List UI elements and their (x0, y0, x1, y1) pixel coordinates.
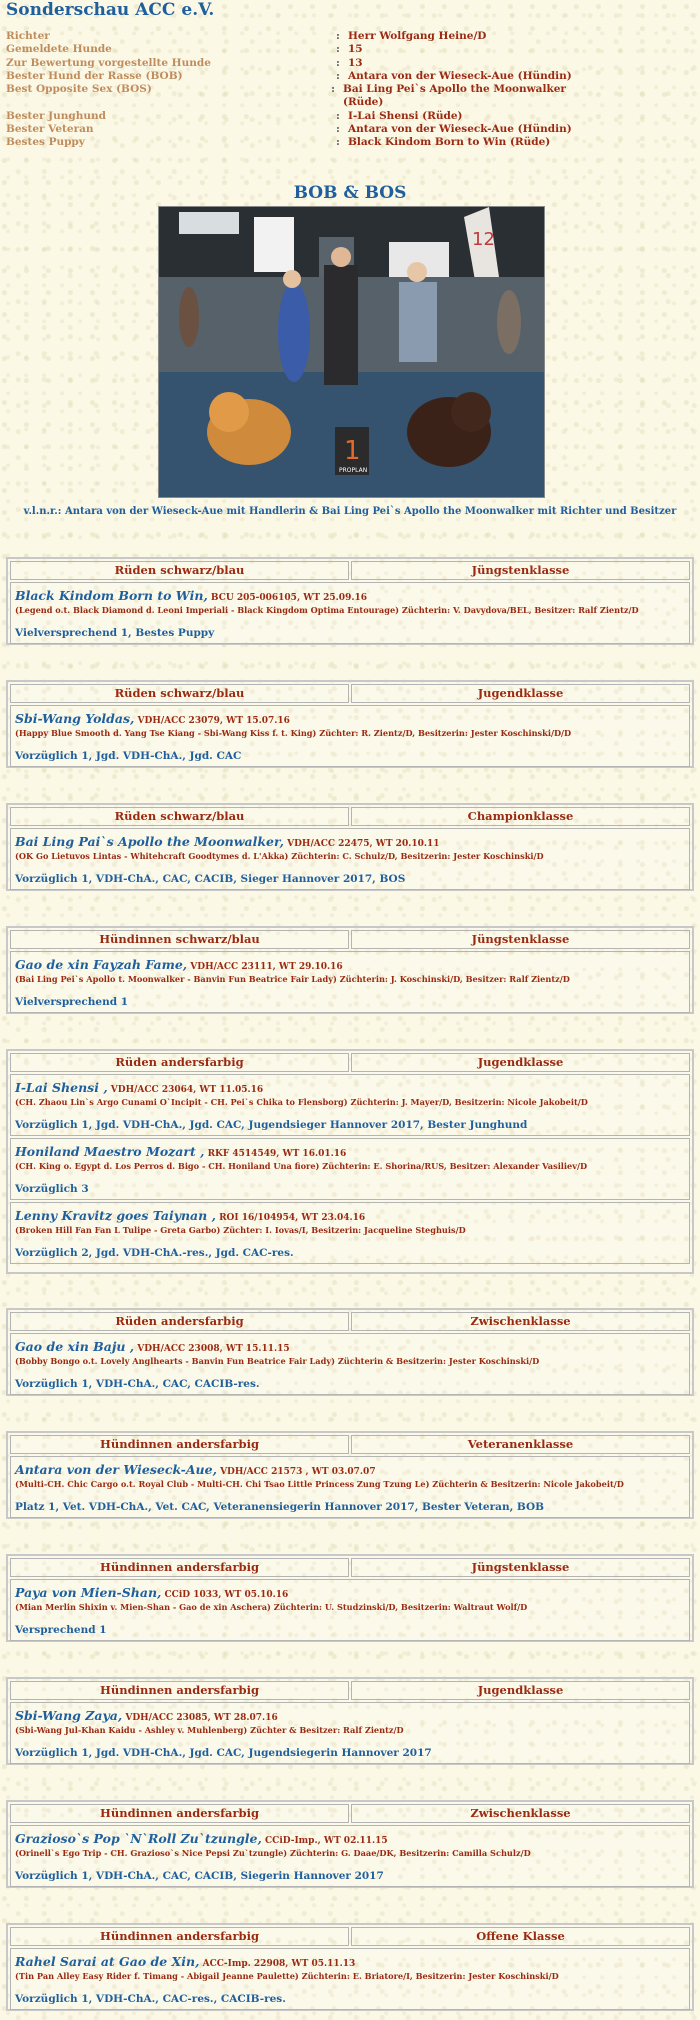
class-block (6, 1677, 694, 1765)
dog-registration: CCiD 1033, WT 05.10.16 (161, 1590, 289, 1600)
dog-entry (10, 1138, 690, 1200)
class-block (6, 926, 694, 1014)
dog-entry (10, 1333, 690, 1395)
summary-key: Bestes Puppy (6, 136, 85, 149)
class-block (6, 557, 694, 645)
summary-key: Gemeldete Hunde (6, 43, 112, 56)
dog-result: Vorzüglich 1, VDH-ChA., CAC, CACIB, Siegerin Hannover 2017 (15, 1870, 384, 1882)
dog-pedigree: (Legend o.t. Black Diamond d. Leoni Imperiali - Black Kingdom Optima Entourage) Züchterin: V. Davydova/BEL, Besitzer: Ralf Zientz/D (15, 605, 639, 615)
dog-entry (10, 1948, 690, 2010)
dog-result: Vorzüglich 1, Jgd. VDH-ChA., Jgd. CAC (15, 750, 242, 762)
class-header (8, 1802, 692, 1825)
group-header: Rüden schwarz/blau (10, 561, 349, 580)
dog-name: Grazioso`s Pop `N`Roll Zu`tzungle, (15, 1831, 262, 1846)
dog-name: Honiland Maestro Mozart , (15, 1144, 205, 1159)
summary-key: Bester Junghund (6, 109, 107, 122)
summary-value: Antara von der Wieseck-Aue (Hündin) (348, 69, 572, 82)
summary-key: Richter (6, 30, 50, 42)
dog-name: Bai Ling Pai`s Apollo the Moonwalker, (15, 834, 285, 849)
dog-registration: RKF 4514549, WT 16.01.16 (204, 1149, 347, 1159)
summary-key: Best Opposite Sex (BOS) (6, 83, 152, 96)
dog-name: Paya von Mien-Shan, (15, 1585, 162, 1600)
class-header (8, 805, 692, 828)
dog-registration: VDH/ACC 22475, WT 20.10.11 (284, 839, 440, 849)
group-header: Hündinnen andersfarbig (10, 1804, 349, 1823)
dog-result: Vielversprechend 1, Bestes Puppy (15, 627, 215, 639)
summary-value: Bai Ling Pei`s Apollo the Moonwalker (Rüde) (342, 83, 566, 109)
summary-row: Zur Bewertung vorgestellte Hunde : 13 (6, 56, 363, 69)
dog-registration: ACC-Imp. 22908, WT 05.11.13 (199, 1959, 356, 1969)
summary-value: Black Kindom Born to Win (Rüde) (348, 136, 551, 149)
dog-registration: BCU 205-006105, WT 25.09.16 (207, 593, 367, 603)
group-header: Rüden schwarz/blau (10, 684, 349, 703)
dog-name: I-Lai Shensi , (15, 1080, 108, 1095)
summary-row: Bestes Puppy : Black Kindom Born to Win (Rüde) (6, 136, 551, 149)
dog-pedigree: (Mian Merlin Shixin v. Mien-Shan - Gao de xin Aschera) Züchterin: U. Studzinski/D, Besitzerin: Waltraut Wolf/D (15, 1602, 528, 1612)
class-name-header: Offene Klasse (351, 1927, 690, 1946)
dog-result: Vorzüglich 2, Jgd. VDH-ChA.-res., Jgd. CAC-res. (15, 1247, 294, 1259)
dog-pedigree: (Bobby Bongo o.t. Lovely Anglhearts - Banvin Fun Beatrice Fair Lady) Züchterin & Besitzerin: Jester Koschinski/D (15, 1356, 540, 1366)
class-name-header: Championklasse (351, 807, 690, 826)
podium-brand: PROPLAN (339, 467, 368, 474)
summary-row: Richter : Herr Wolfgang Heine/D (6, 30, 487, 42)
dog-result: Vielversprechend 1 (15, 996, 129, 1008)
class-name-header: Jugendklasse (351, 1053, 690, 1072)
dog-result: Vorzüglich 1, VDH-ChA., CAC, CACIB, Sieger Hannover 2017, BOS (15, 873, 406, 885)
dog-result: Platz 1, Vet. VDH-ChA., Vet. CAC, Veteranensiegerin Hannover 2017, Bester Veteran, BOB (15, 1501, 544, 1513)
summary-key: Bester Hund der Rasse (BOB) (6, 69, 183, 82)
group-header: Rüden andersfarbig (10, 1053, 349, 1072)
summary-key: Bester Veteran (6, 123, 94, 136)
class-name-header: Jugendklasse (351, 684, 690, 703)
dog-name: Lenny Kravitz goes Taiynan , (15, 1208, 216, 1223)
summary-row: Bester Junghund : I-Lai Shensi (Rüde) (6, 109, 463, 122)
class-block (6, 1049, 694, 1274)
dog-entry (10, 828, 690, 890)
dog-registration: VDH/ACC 23064, WT 11.05.16 (107, 1085, 264, 1095)
summary-value: 15 (348, 43, 363, 56)
dog-name: Antara von der Wieseck-Aue, (15, 1462, 217, 1477)
dog-pedigree: (OK Go Lietuvos Lintas - Whitehcraft Goodtymes d. L'Akka) Züchterin: C. Schulz/D, Besitzerin: Jester Koschinski/D (15, 851, 544, 861)
class-block (6, 803, 694, 891)
dog-registration: VDH/ACC 23079, WT 15.07.16 (134, 716, 290, 726)
class-header (8, 1925, 692, 1948)
summary-key: Zur Bewertung vorgestellte Hunde (6, 56, 211, 69)
class-name-header: Zwischenklasse (351, 1804, 690, 1823)
dog-result: Vorzüglich 1, Jgd. VDH-ChA., Jgd. CAC, Jugendsieger Hannover 2017, Bester Junghund (15, 1119, 528, 1131)
summary-value: Antara von der Wieseck-Aue (Hündin) (348, 123, 572, 136)
dog-pedigree: (Happy Blue Smooth d. Yang Tse Kiang - Sbi-Wang Kiss f. t. King) Züchter: R. Zientz/D, Besitzerin: Jester Koschinski/D/D (15, 728, 572, 738)
bob-bos-photo (158, 206, 545, 498)
class-name-header: Jüngstenklasse (351, 1558, 690, 1577)
ring-number-sign: 12 (472, 229, 495, 250)
dog-name: Black Kindom Born to Win, (15, 588, 208, 603)
summary-value: Herr Wolfgang Heine/D (348, 30, 487, 42)
group-header: Rüden schwarz/blau (10, 807, 349, 826)
class-block (6, 680, 694, 768)
class-name-header: Zwischenklasse (351, 1312, 690, 1331)
class-header (8, 1679, 692, 1702)
dog-registration: VDH/ACC 23111, WT 29.10.16 (187, 962, 343, 972)
dog-name: Gao de xin Fayzah Fame, (15, 957, 188, 972)
dog-name: Gao de xin Baju , (15, 1339, 135, 1354)
dog-pedigree: (CH. King o. Egypt d. Los Perros d. Bigo - CH. Honiland Una fiore) Züchterin: E. Shorina/RUS, Besitzer: Alexander Vasiliev/D (15, 1161, 588, 1171)
dog-registration: VDH/ACC 21573 , WT 03.07.07 (216, 1467, 376, 1477)
dog-entry (10, 1579, 690, 1641)
dog-registration: ROI 16/104954, WT 23.04.16 (215, 1213, 366, 1223)
group-header: Hündinnen andersfarbig (10, 1558, 349, 1577)
group-header: Hündinnen andersfarbig (10, 1681, 349, 1700)
class-block (6, 1923, 694, 2011)
group-header: Hündinnen andersfarbig (10, 1435, 349, 1454)
podium-number: 1 (344, 436, 361, 466)
class-name-header: Jugendklasse (351, 1681, 690, 1700)
dog-entry (10, 951, 690, 1013)
class-name-header: Veteranenklasse (351, 1435, 690, 1454)
dog-pedigree: (Orinell`s Ego Trip - CH. Grazioso`s Nice Pepsi Zu`tzungle) Züchterin: G. Daae/DK, Besitzerin: Camilla Schulz/D (15, 1848, 531, 1858)
show-photo-illustration (159, 207, 544, 497)
dog-pedigree: (Tin Pan Alley Easy Rider f. Timang - Abigail Jeanne Paulette) Züchterin: E. Briatore/I, Besitzerin: Jester Koschinski/D (15, 1971, 559, 1981)
dog-entry (10, 1202, 690, 1264)
class-header (8, 559, 692, 582)
dog-registration: VDH/ACC 23085, WT 28.07.16 (122, 1713, 278, 1723)
class-block (6, 1431, 694, 1519)
photo-caption: v.l.n.r.: Antara von der Wieseck-Aue mit Handlerin & Bai Ling Pei`s Apollo the Moonwalker mit Richter und Besitzer (23, 506, 677, 517)
dog-pedigree: (Sbi-Wang Jul-Khan Kaidu - Ashley v. Muhlenberg) Züchter & Besitzer: Ralf Zientz/D (15, 1725, 404, 1735)
dog-result: Versprechend 1 (15, 1624, 107, 1636)
dog-pedigree: (Bai Ling Pei`s Apollo t. Moonwalker - Banvin Fun Beatrice Fair Lady) Züchterin: J. Koschinski/D, Besitzer: Ralf Zientz/D (15, 974, 570, 984)
group-header: Hündinnen andersfarbig (10, 1927, 349, 1946)
dog-registration: CCiD-Imp., WT 02.11.15 (261, 1836, 388, 1846)
group-header: Hündinnen schwarz/blau (10, 930, 349, 949)
class-block (6, 1308, 694, 1396)
summary-table (6, 30, 606, 150)
dog-result: Vorzüglich 3 (15, 1183, 89, 1195)
class-name-header: Jüngstenklasse (351, 930, 690, 949)
group-header: Rüden andersfarbig (10, 1312, 349, 1331)
dog-result: Vorzüglich 1, VDH-ChA., CAC, CACIB-res. (15, 1378, 260, 1390)
bob-bos-heading: BOB & BOS (293, 183, 407, 203)
dog-pedigree: (Broken Hill Fan Fan L Tulipe - Greta Garbo) Züchter: I. Iovas/I, Besitzerin: Jacqueline Steghuis/D (15, 1225, 466, 1235)
dog-entry (10, 1456, 690, 1518)
dog-name: Sbi-Wang Zaya, (15, 1708, 123, 1723)
page-title: Sonderschau ACC e.V. (6, 0, 215, 20)
class-header (8, 1051, 692, 1074)
dog-entry (10, 582, 690, 644)
dog-entry (10, 1074, 690, 1136)
class-name-header: Jüngstenklasse (351, 561, 690, 580)
dog-result: Vorzüglich 1, Jgd. VDH-ChA., Jgd. CAC, Jugendsiegerin Hannover 2017 (15, 1747, 432, 1759)
class-block (6, 1554, 694, 1642)
dog-name: Sbi-Wang Yoldas, (15, 711, 135, 726)
class-header (8, 682, 692, 705)
class-block (6, 1800, 694, 1888)
class-header (8, 1433, 692, 1456)
dog-entry (10, 705, 690, 767)
dog-pedigree: (Multi-CH. Chic Cargo o.t. Royal Club - Multi-CH. Chi Tsao Little Princess Zung Tzung Le) Züchterin & Besitzerin: Nicole Jakobeit/D (15, 1479, 624, 1489)
dog-registration: VDH/ACC 23008, WT 15.11.15 (134, 1344, 290, 1354)
summary-row: Bester Hund der Rasse (BOB) : Antara von der Wieseck-Aue (Hündin) (6, 69, 572, 82)
dog-entry (10, 1825, 690, 1887)
summary-row: Best Opposite Sex (BOS) : Bai Ling Pei`s Apollo the Moonwalker (Rüde) (6, 83, 606, 110)
class-header (8, 928, 692, 951)
dog-pedigree: (CH. Zhaou Lin`s Argo Cunami O`Incipit - CH. Pei`s Chika to Flensborg) Züchterin: J. Mayer/D, Besitzerin: Nicole Jakobeit/D (15, 1097, 588, 1107)
summary-row: Bester Veteran : Antara von der Wieseck-Aue (Hündin) (6, 123, 572, 136)
class-header (8, 1556, 692, 1579)
dog-entry (10, 1702, 690, 1764)
summary-value: I-Lai Shensi (Rüde) (348, 109, 463, 122)
dog-result: Vorzüglich 1, VDH-ChA., CAC-res., CACIB-res. (15, 1993, 286, 2005)
dog-name: Rahel Sarai at Gao de Xin, (15, 1954, 200, 1969)
summary-value: 13 (348, 56, 363, 69)
summary-row: Gemeldete Hunde : 15 (6, 43, 363, 56)
class-header (8, 1310, 692, 1333)
